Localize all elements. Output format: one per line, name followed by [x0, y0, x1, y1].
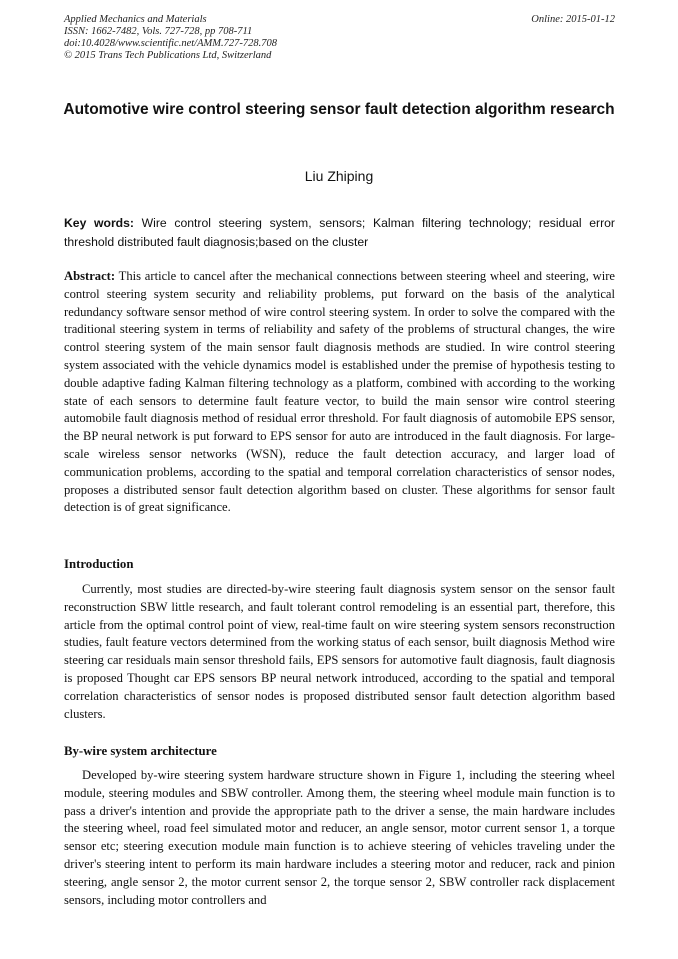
- abstract-block: [64, 268, 615, 517]
- abstract-text: This article to cancel after the mechanical connections between steering wheel and steering, wire control steering system security and reliability problems, put forward on the basis of the analytical redundancy software sensor method of wire control steering system. In order to solve the compared with the traditional steering system in terms of reliability and safety of the problems of structural changes, the wire control steering system of the main sensor fault diagnosis methods are studied. In wire control steering system associated with the vehicle dynamics model is established under the premise of hypothesis testing to double adaptive fading Kalman filtering technology as a platform, combined with according to the working state of each sensors to determine fault feature vector, to build the main sensor wire control steering automobile fault diagnosis method of residual error threshold. For fault diagnosis of automobile EPS sensor, the BP neural network is put forward to EPS sensor for auto are introduced in the fault diagnosis. For large-scale wireless sensor networks (WSN), reduce the fault detection accuracy, and larger load of communication problems, according to the spatial and temporal correlation characteristics of sensor nodes, proposes a distributed sensor fault detection algorithm based on cluster. These algorithms for sensor fault detection is of great significance.: [64, 269, 616, 515]
- section-text-introduction: Currently, most studies are directed-by-wire steering fault diagnosis system sensor on the sensor fault reconstruction SBW little research, and fault tolerant control remodeling is an essential part, therefore, this article from the optimal control point of view, real-time fault on wire steering system sensors reconstruction studies, fault feature vectors determined from the working status of each sensor, built diagnosis Method wire steering car residuals main sensor threshold fails, EPS sensors for automotive fault diagnosis, fault diagnosis is proposed Thought car EPS sensors BP neural network introduced, according to the spatial and temporal correlation characteristics of sensor nodes is proposed distributed sensor fault detection algorithm based clusters.: [64, 582, 615, 721]
- section-text-architecture: Developed by-wire steering system hardware structure shown in Figure 1, including the steering wheel module, steering modules and SBW controller. Among them, the steering wheel module main function is to pass a driver's intention and provide the appropriate path to the driver a sense, the main hardware includes the steering wheel, road feel simulated motor and reducer, an angle sensor, motor current sensor 1, a torque sensor etc; steering execution module main function is to achieve steering of vehicles traveling under the driver's steering intent to perform its main hardware includes a steering motor and reducer, rack and pinion steering, angle sensor 2, the motor current sensor 2, the torque sensor 2, SBW controller rack displacement sensors, including motor controllers and: [64, 768, 615, 907]
- journal-header: [64, 14, 615, 62]
- journal-issn: ISSN: 1662-7482, Vols. 727-728, pp 708-711: [64, 26, 253, 37]
- section-heading-introduction: Introduction: [64, 557, 134, 571]
- paper-author: Liu Zhiping: [304, 168, 374, 184]
- journal-doi[interactable]: doi:10.4028/www.scientific.net/AMM.727-728.708: [64, 38, 277, 49]
- keywords-label: Key words:: [64, 216, 134, 230]
- journal-name: Applied Mechanics and Materials: [64, 14, 207, 25]
- paper-title: Automotive wire control steering sensor fault detection algorithm research: [63, 101, 615, 118]
- journal-copyright: © 2015 Trans Tech Publications Ltd, Switzerland: [64, 50, 272, 61]
- keywords-text: Wire control steering system, sensors; Kalman filtering technology; residual error threshold distributed fault diagnosis;based on the cluster: [64, 216, 615, 249]
- abstract-label: Abstract:: [64, 269, 116, 283]
- keywords-block: [64, 214, 615, 252]
- section-heading-architecture: By-wire system architecture: [64, 744, 217, 758]
- online-date: Online: 2015-01-12: [531, 14, 615, 25]
